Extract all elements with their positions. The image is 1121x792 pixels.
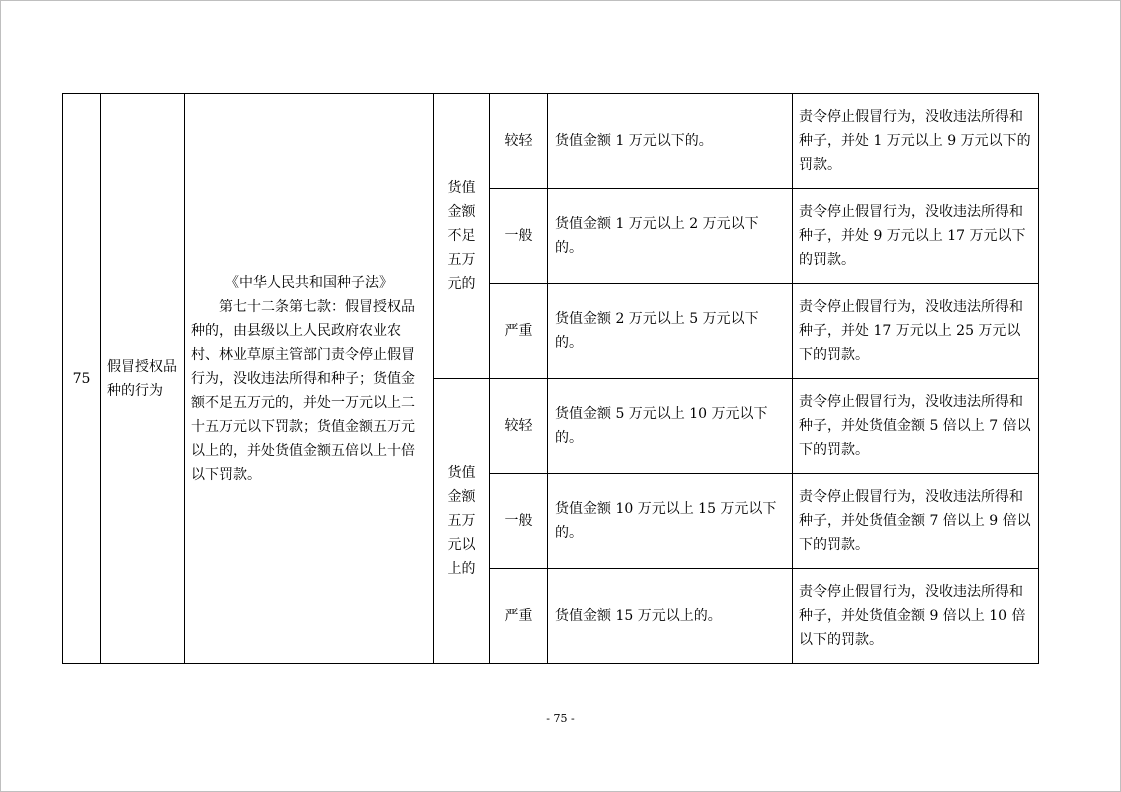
item-name: 假冒授权品种的行为 [101,94,185,664]
detail-cell: 货值金额 1 万元以下的。 [548,94,793,189]
condition-cell [434,94,490,379]
page-number: - 75 - [546,712,575,725]
level-cell: 严重 [490,284,548,379]
level-cell: 一般 [490,474,548,569]
level-cell: 一般 [490,189,548,284]
level-cell: 较轻 [490,379,548,474]
row-number: 75 [63,94,101,664]
condition-label: 货值金额不足五万元的 [447,180,476,292]
result-cell: 责令停止假冒行为，没收违法所得和种子，并处货值金额 7 倍以上 9 倍以下的罚款。 [793,474,1039,569]
law-title: 《中华人民共和国种子法》 [225,274,393,291]
result-cell: 责令停止假冒行为，没收违法所得和种子，并处货值金额 9 倍以上 10 倍以下的罚款。 [793,569,1039,664]
law-text: 第七十二条第七款：假冒授权品种的，由县级以上人民政府农业农村、林业草原主管部门责令停止假冒行为，没收违法所得和种子；货值金额不足五万元的，并处一万元以上二十五万元以下罚款；货值金额五万元以上的，并处货值金额五倍以上十倍以下罚款。 [191,298,415,483]
detail-cell: 货值金额 5 万元以上 10 万元以下的。 [548,379,793,474]
table-row [63,94,1039,189]
result-cell: 责令停止假冒行为，没收违法所得和种子，并处 1 万元以上 9 万元以下的罚款。 [793,94,1039,189]
level-cell: 较轻 [490,94,548,189]
result-cell: 责令停止假冒行为，没收违法所得和种子，并处 9 万元以上 17 万元以下的罚款。 [793,189,1039,284]
detail-cell: 货值金额 10 万元以上 15 万元以下的。 [548,474,793,569]
result-cell: 责令停止假冒行为，没收违法所得和种子，并处 17 万元以上 25 万元以下的罚款。 [793,284,1039,379]
result-cell: 责令停止假冒行为，没收违法所得和种子，并处货值金额 5 倍以上 7 倍以下的罚款。 [793,379,1039,474]
detail-cell: 货值金额 15 万元以上的。 [548,569,793,664]
penalty-table [62,93,1039,664]
condition-cell [434,379,490,664]
legal-basis [185,94,434,664]
detail-cell: 货值金额 1 万元以上 2 万元以下的。 [548,189,793,284]
condition-label: 货值金额五万元以上的 [447,465,476,577]
level-cell: 严重 [490,569,548,664]
detail-cell: 货值金额 2 万元以上 5 万元以下的。 [548,284,793,379]
